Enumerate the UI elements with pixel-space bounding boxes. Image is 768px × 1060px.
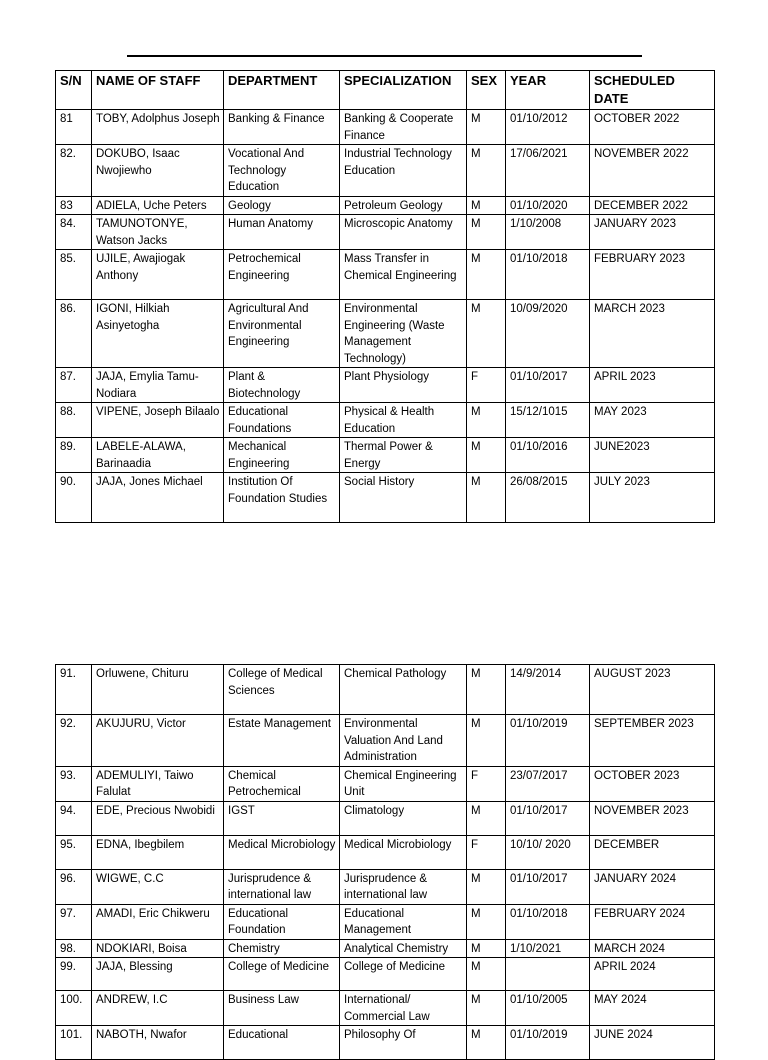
cell-name: JAJA, Blessing [92,958,224,991]
cell-department: IGST [224,801,340,835]
table-row [56,869,715,904]
cell-name: ANDREW, I.C [92,991,224,1026]
cell-sn: 94. [56,801,92,835]
staff-table-2 [55,664,715,1060]
cell-scheduled-date: NOVEMBER 2023 [590,801,715,835]
cell-sex: F [467,368,506,403]
cell-year: 1/10/2008 [506,215,590,250]
header-name: NAME OF STAFF [92,71,224,110]
cell-scheduled-date: APRIL 2024 [590,958,715,991]
cell-sex: M [467,869,506,904]
cell-sn: 84. [56,215,92,250]
cell-sn: 86. [56,300,92,368]
cell-scheduled-date: OCTOBER 2023 [590,766,715,801]
cell-scheduled-date: JUNE 2024 [590,1026,715,1060]
cell-name: Orluwene, Chituru [92,665,224,715]
cell-department: Mechanical Engineering [224,438,340,473]
cell-specialization: Climatology [340,801,467,835]
cell-year: 10/09/2020 [506,300,590,368]
table-row [56,958,715,991]
cell-specialization: Banking & Cooperate Finance [340,110,467,145]
table-row [56,991,715,1026]
cell-department: Chemistry [224,939,340,958]
cell-sex: M [467,991,506,1026]
cell-sex: M [467,145,506,197]
cell-name: NDOKIARI, Boisa [92,939,224,958]
cell-department: Estate Management [224,715,340,767]
cell-year: 01/10/2017 [506,801,590,835]
cell-sn: 82. [56,145,92,197]
table-row [56,215,715,250]
cell-sn: 88. [56,403,92,438]
cell-scheduled-date: OCTOBER 2022 [590,110,715,145]
cell-name: UJILE, Awajiogak Anthony [92,250,224,300]
cell-sex: M [467,110,506,145]
table-header-row [56,71,715,110]
cell-specialization: Industrial Technology Education [340,145,467,197]
table-row [56,145,715,197]
cell-scheduled-date: JANUARY 2023 [590,215,715,250]
cell-department: Educational Foundation [224,904,340,939]
cell-year: 15/12/1015 [506,403,590,438]
cell-department: College of Medical Sciences [224,665,340,715]
cell-scheduled-date: JUNE2023 [590,438,715,473]
cell-sex: F [467,835,506,869]
cell-sex: M [467,196,506,215]
cell-department: Human Anatomy [224,215,340,250]
cell-sn: 81 [56,110,92,145]
cell-scheduled-date: MARCH 2024 [590,939,715,958]
table-row [56,196,715,215]
cell-specialization: Plant Physiology [340,368,467,403]
cell-name: JAJA, Jones Michael [92,473,224,523]
cell-department: Medical Microbiology [224,835,340,869]
cell-year [506,958,590,991]
header-sn: S/N [56,71,92,110]
cell-sn: 83 [56,196,92,215]
header-year: YEAR [506,71,590,110]
cell-name: TAMUNOTONYE, Watson Jacks [92,215,224,250]
cell-specialization: Jurisprudence & international law [340,869,467,904]
table-row [56,665,715,715]
table-row [56,368,715,403]
cell-name: WIGWE, C.C [92,869,224,904]
cell-sn: 87. [56,368,92,403]
cell-department: Agricultural And Environmental Engineering [224,300,340,368]
cell-scheduled-date: MARCH 2023 [590,300,715,368]
cell-name: EDNA, Ibegbilem [92,835,224,869]
cell-department: Banking & Finance [224,110,340,145]
cell-year: 01/10/2017 [506,869,590,904]
cell-department: Institution Of Foundation Studies [224,473,340,523]
cell-sex: M [467,958,506,991]
cell-sn: 101. [56,1026,92,1060]
cell-department: College of Medicine [224,958,340,991]
cell-name: ADIELA, Uche Peters [92,196,224,215]
cell-name: NABOTH, Nwafor [92,1026,224,1060]
cell-year: 01/10/2018 [506,250,590,300]
cell-scheduled-date: DECEMBER [590,835,715,869]
header-specialization: SPECIALIZATION [340,71,467,110]
cell-year: 14/9/2014 [506,665,590,715]
cell-year: 01/10/2020 [506,196,590,215]
cell-name: AKUJURU, Victor [92,715,224,767]
cell-specialization: Mass Transfer in Chemical Engineering [340,250,467,300]
cell-department: Vocational And Technology Education [224,145,340,197]
cell-name: IGONI, Hilkiah Asinyetogha [92,300,224,368]
cell-sn: 93. [56,766,92,801]
cell-specialization: Medical Microbiology [340,835,467,869]
cell-specialization: Educational Management [340,904,467,939]
cell-specialization: Philosophy Of [340,1026,467,1060]
cell-sn: 89. [56,438,92,473]
cell-year: 01/10/2017 [506,368,590,403]
cell-department: Jurisprudence & international law [224,869,340,904]
cell-year: 01/10/2019 [506,715,590,767]
cell-sex: M [467,473,506,523]
cell-sex: M [467,715,506,767]
cell-scheduled-date: MAY 2024 [590,991,715,1026]
cell-specialization: International/ Commercial Law [340,991,467,1026]
cell-scheduled-date: JANUARY 2024 [590,869,715,904]
cell-specialization: Environmental Valuation And Land Administration [340,715,467,767]
header-rule [127,55,642,57]
cell-specialization: Thermal Power & Energy [340,438,467,473]
cell-year: 01/10/2019 [506,1026,590,1060]
staff-table-1-body [56,110,715,523]
cell-department: Educational [224,1026,340,1060]
table-row [56,473,715,523]
cell-specialization: Chemical Pathology [340,665,467,715]
cell-specialization: Environmental Engineering (Waste Management Technology) [340,300,467,368]
cell-department: Business Law [224,991,340,1026]
cell-scheduled-date: AUGUST 2023 [590,665,715,715]
table-row [56,438,715,473]
cell-sn: 92. [56,715,92,767]
cell-sex: M [467,250,506,300]
cell-specialization: Analytical Chemistry [340,939,467,958]
cell-name: LABELE-ALAWA, Barinaadia [92,438,224,473]
cell-scheduled-date: SEPTEMBER 2023 [590,715,715,767]
table-row [56,904,715,939]
cell-scheduled-date: JULY 2023 [590,473,715,523]
cell-sex: M [467,904,506,939]
cell-scheduled-date: APRIL 2023 [590,368,715,403]
cell-specialization: Petroleum Geology [340,196,467,215]
cell-specialization: Physical & Health Education [340,403,467,438]
cell-name: VIPENE, Joseph Bilaalo [92,403,224,438]
cell-sex: M [467,801,506,835]
table-row [56,939,715,958]
cell-name: DOKUBO, Isaac Nwojiewho [92,145,224,197]
table-row [56,1026,715,1060]
cell-year: 23/07/2017 [506,766,590,801]
cell-sex: M [467,300,506,368]
cell-sex: F [467,766,506,801]
cell-department: Plant & Biotechnology [224,368,340,403]
cell-year: 01/10/2012 [506,110,590,145]
staff-table-2-body [56,665,715,1060]
table-row [56,715,715,767]
cell-specialization: Chemical Engineering Unit [340,766,467,801]
cell-name: JAJA, Emylia Tamu-Nodiara [92,368,224,403]
cell-year: 26/08/2015 [506,473,590,523]
header-department: DEPARTMENT [224,71,340,110]
table-row [56,110,715,145]
staff-table-1 [55,70,715,523]
table-row [56,801,715,835]
cell-sn: 96. [56,869,92,904]
cell-year: 01/10/2016 [506,438,590,473]
cell-sex: M [467,215,506,250]
cell-sex: M [467,1026,506,1060]
cell-department: Petrochemical Engineering [224,250,340,300]
cell-specialization: Microscopic Anatomy [340,215,467,250]
table-row [56,766,715,801]
cell-sn: 90. [56,473,92,523]
cell-department: Geology [224,196,340,215]
header-sex: SEX [467,71,506,110]
cell-year: 17/06/2021 [506,145,590,197]
cell-name: EDE, Precious Nwobidi [92,801,224,835]
cell-sex: M [467,665,506,715]
cell-sn: 97. [56,904,92,939]
table-row [56,250,715,300]
cell-sn: 100. [56,991,92,1026]
header-scheduled-date: SCHEDULED DATE [590,71,715,110]
cell-scheduled-date: NOVEMBER 2022 [590,145,715,197]
cell-sn: 85. [56,250,92,300]
cell-department: Chemical Petrochemical [224,766,340,801]
cell-name: AMADI, Eric Chikweru [92,904,224,939]
cell-sn: 98. [56,939,92,958]
cell-sn: 91. [56,665,92,715]
cell-year: 01/10/2005 [506,991,590,1026]
cell-sn: 99. [56,958,92,991]
cell-sex: M [467,939,506,958]
cell-year: 1/10/2021 [506,939,590,958]
cell-name: TOBY, Adolphus Joseph [92,110,224,145]
cell-sn: 95. [56,835,92,869]
cell-year: 10/10/ 2020 [506,835,590,869]
table-row [56,835,715,869]
cell-scheduled-date: FEBRUARY 2023 [590,250,715,300]
cell-name: ADEMULIYI, Taiwo Falulat [92,766,224,801]
cell-scheduled-date: MAY 2023 [590,403,715,438]
cell-scheduled-date: DECEMBER 2022 [590,196,715,215]
cell-year: 01/10/2018 [506,904,590,939]
cell-scheduled-date: FEBRUARY 2024 [590,904,715,939]
table-row [56,300,715,368]
cell-specialization: Social History [340,473,467,523]
cell-sex: M [467,403,506,438]
cell-department: Educational Foundations [224,403,340,438]
table-row [56,403,715,438]
cell-specialization: College of Medicine [340,958,467,991]
cell-sex: M [467,438,506,473]
